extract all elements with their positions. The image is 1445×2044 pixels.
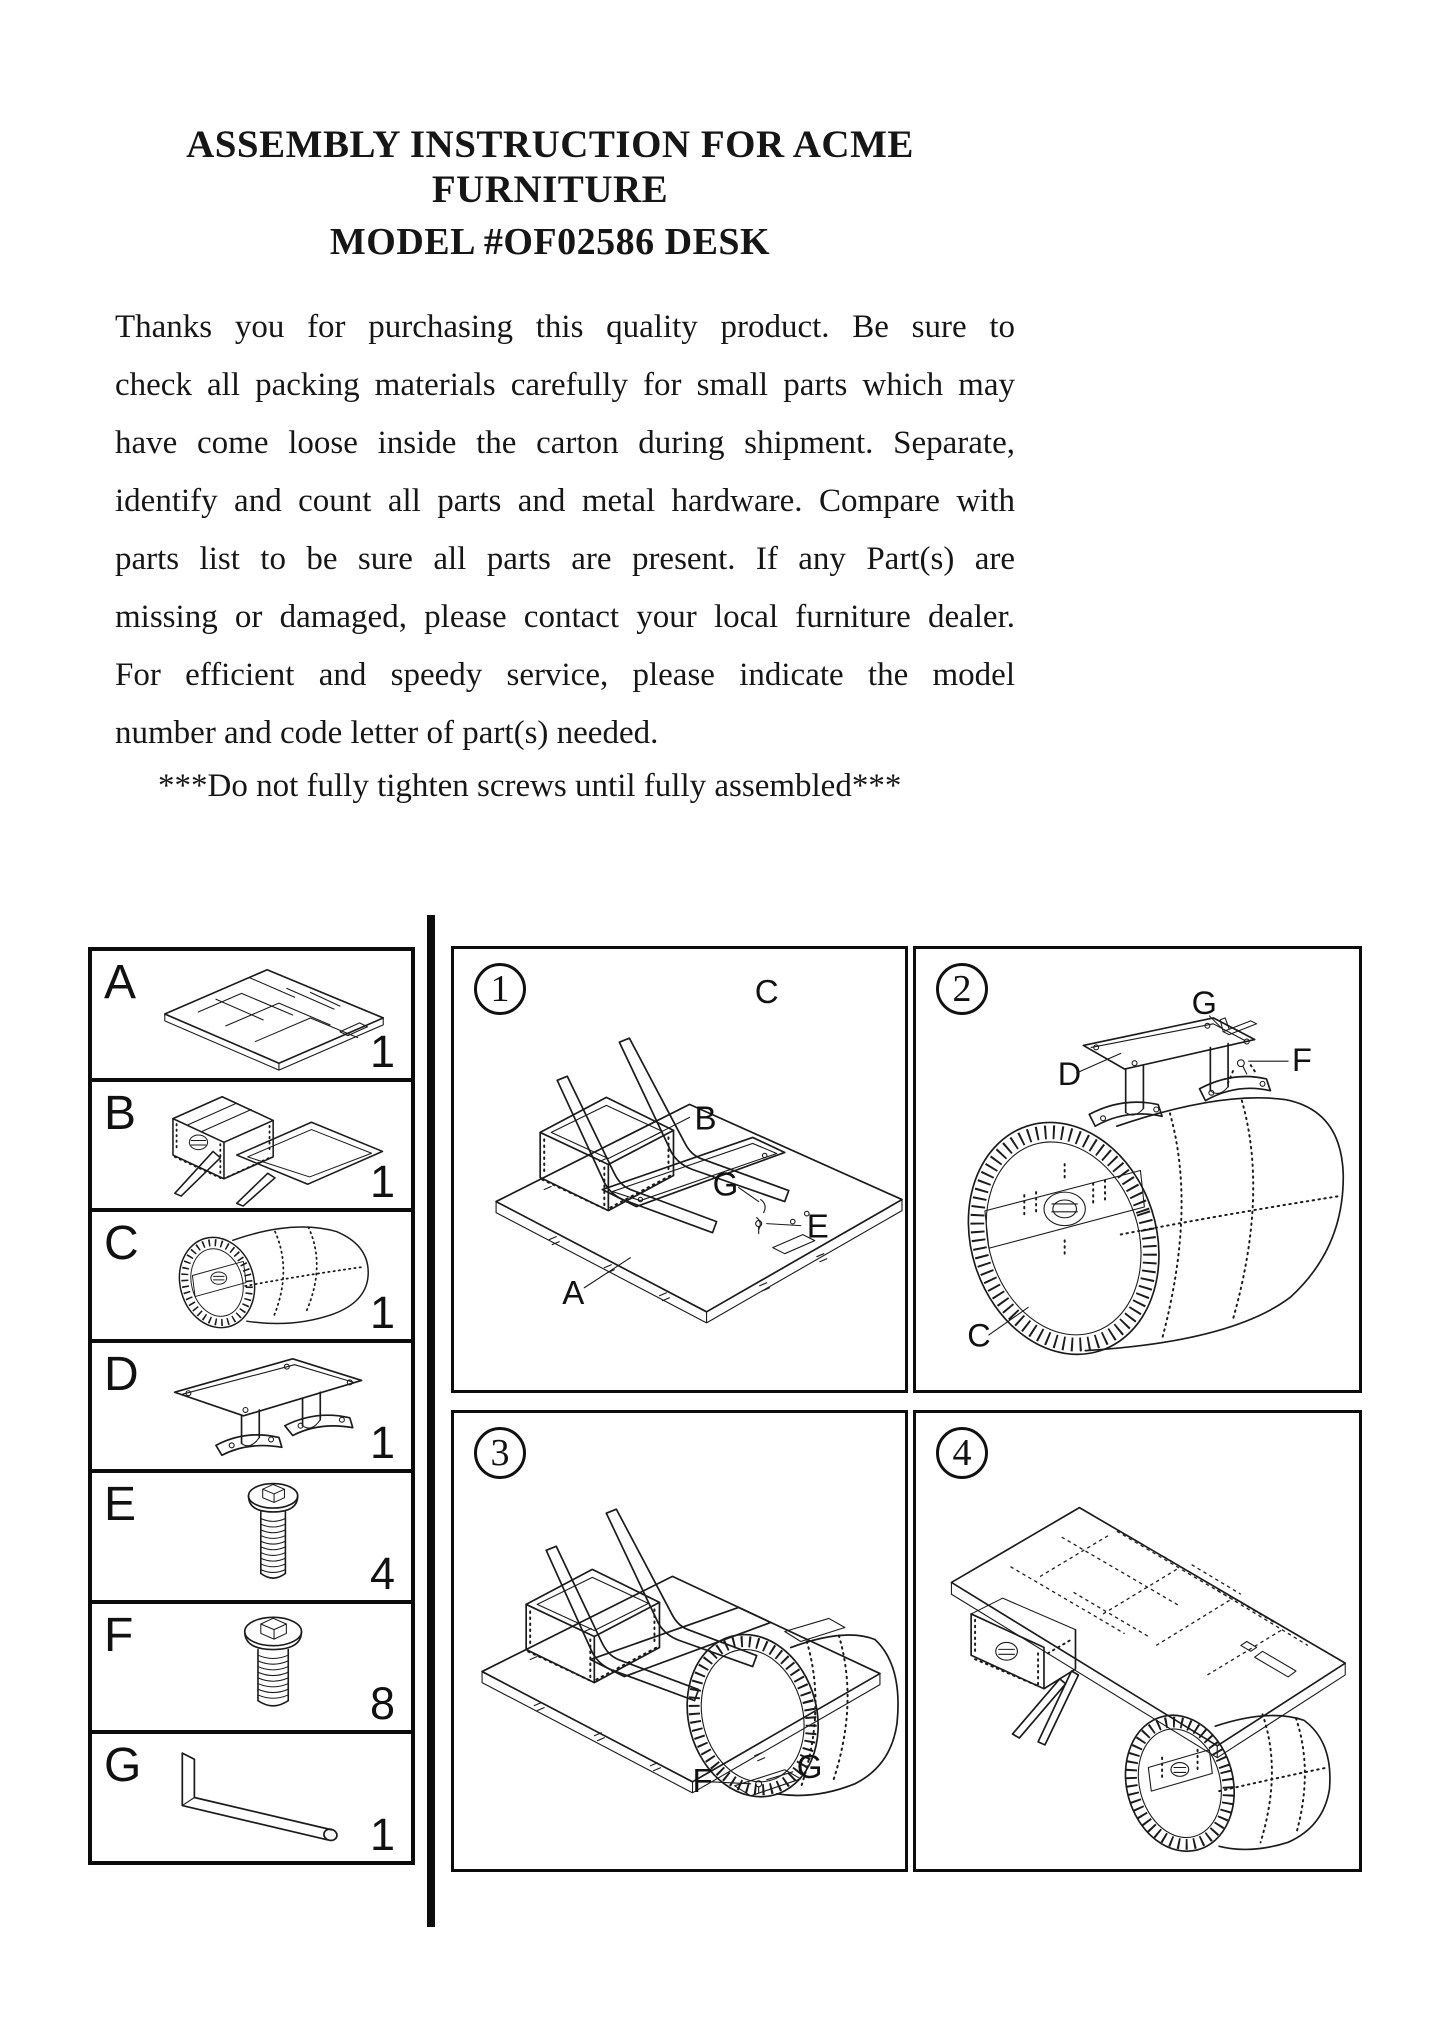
step-3-diagram <box>454 1413 905 1869</box>
hex-key-and-screw <box>1220 1018 1256 1083</box>
short-bolt-drawing <box>144 1606 406 1729</box>
step-panel-3 <box>451 1410 908 1872</box>
intro-line: have come loose inside the carton during shipment. Separate, <box>115 425 1015 461</box>
part-quantity: 1 <box>369 1286 395 1338</box>
step-number-badge: 1 <box>474 963 526 1015</box>
part-label-c: C <box>754 974 779 1012</box>
drum-part-c <box>939 1097 1343 1379</box>
part-label-c: C <box>967 1317 991 1354</box>
part-letter: G <box>104 1739 142 1793</box>
part-label-g: G <box>1191 984 1217 1021</box>
leg-frame-with-drawer-box-drawing <box>144 1084 406 1207</box>
part-label-a: A <box>562 1274 585 1312</box>
mounting-bracket-drawing <box>144 1345 406 1468</box>
part-quantity: 1 <box>369 1809 395 1861</box>
step-1-diagram <box>454 949 905 1390</box>
desk-top-panel-drawing <box>144 953 406 1076</box>
step-number-badge: 4 <box>936 1427 988 1479</box>
part-quantity: 1 <box>369 1156 395 1208</box>
parts-table <box>88 947 415 1865</box>
part-letter: C <box>104 1217 139 1271</box>
part-label-g: G <box>712 1166 739 1204</box>
part-row-b <box>92 1082 411 1213</box>
part-label-e: E <box>806 1208 829 1246</box>
intro-paragraph <box>115 298 1015 762</box>
part-row-c <box>92 1212 411 1343</box>
long-bolt-drawing <box>144 1475 406 1598</box>
step-number-badge: 2 <box>936 963 988 1015</box>
step-4-diagram <box>916 1413 1359 1869</box>
step-panel-4 <box>913 1410 1362 1872</box>
part-quantity: 1 <box>369 1025 395 1077</box>
bracket-part-d <box>1083 1018 1270 1126</box>
riveted-drum-base-drawing <box>144 1214 406 1337</box>
part-letter: E <box>104 1478 137 1532</box>
part-letter: F <box>104 1608 134 1662</box>
intro-line: identify and count all parts and metal hardware. Compare with <box>115 483 1015 519</box>
allen-wrench-drawing <box>144 1736 406 1859</box>
part-quantity: 1 <box>369 1417 395 1469</box>
part-letter: B <box>104 1086 137 1140</box>
part-row-a <box>92 951 411 1082</box>
part-row-f <box>92 1604 411 1735</box>
vertical-divider <box>427 915 435 1927</box>
drawer-box-and-legs <box>971 1598 1078 1745</box>
part-label-b: B <box>694 1100 717 1138</box>
intro-line: parts list to be sure all parts are present. If any Part(s) are <box>115 541 1015 577</box>
part-label-f: F <box>1292 1042 1312 1079</box>
intro-line: For efficient and speedy service, please indicate the model <box>115 657 1015 693</box>
intro-line: Thanks you for purchasing this quality product. Be sure to <box>115 309 1015 345</box>
drum-leg <box>1111 1703 1330 1864</box>
page-title: ASSEMBLY INSTRUCTION FOR ACME FURNITURE <box>186 123 914 211</box>
part-label-g: G <box>796 1748 823 1786</box>
part-label-d: D <box>1057 1055 1082 1092</box>
model-subtitle: MODEL #OF02586 DESK <box>329 221 771 263</box>
step-number-badge: 3 <box>474 1427 526 1479</box>
step-2-callouts <box>967 985 1312 1354</box>
intro-line: number and code letter of part(s) needed. <box>115 715 659 751</box>
part-row-e <box>92 1473 411 1604</box>
part-letter: A <box>104 956 137 1009</box>
intro-line: missing or damaged, please contact your local furniture dealer. <box>115 599 1015 635</box>
step-panel-2 <box>913 946 1362 1393</box>
step-panel-1 <box>451 946 908 1393</box>
part-row-d <box>92 1343 411 1474</box>
part-quantity: 8 <box>369 1678 395 1730</box>
intro-line: check all packing materials carefully for small parts which may <box>115 367 1015 403</box>
part-row-g <box>92 1734 411 1861</box>
assembly-note: ***Do not fully tighten screws until fully assembled*** <box>158 768 902 804</box>
part-letter: D <box>104 1347 139 1401</box>
part-label-f: F <box>692 1762 713 1800</box>
step-2-diagram <box>916 949 1359 1390</box>
leg-frame-part-b <box>540 1038 789 1232</box>
part-quantity: 4 <box>369 1547 395 1599</box>
step-1-callouts <box>562 974 829 1312</box>
